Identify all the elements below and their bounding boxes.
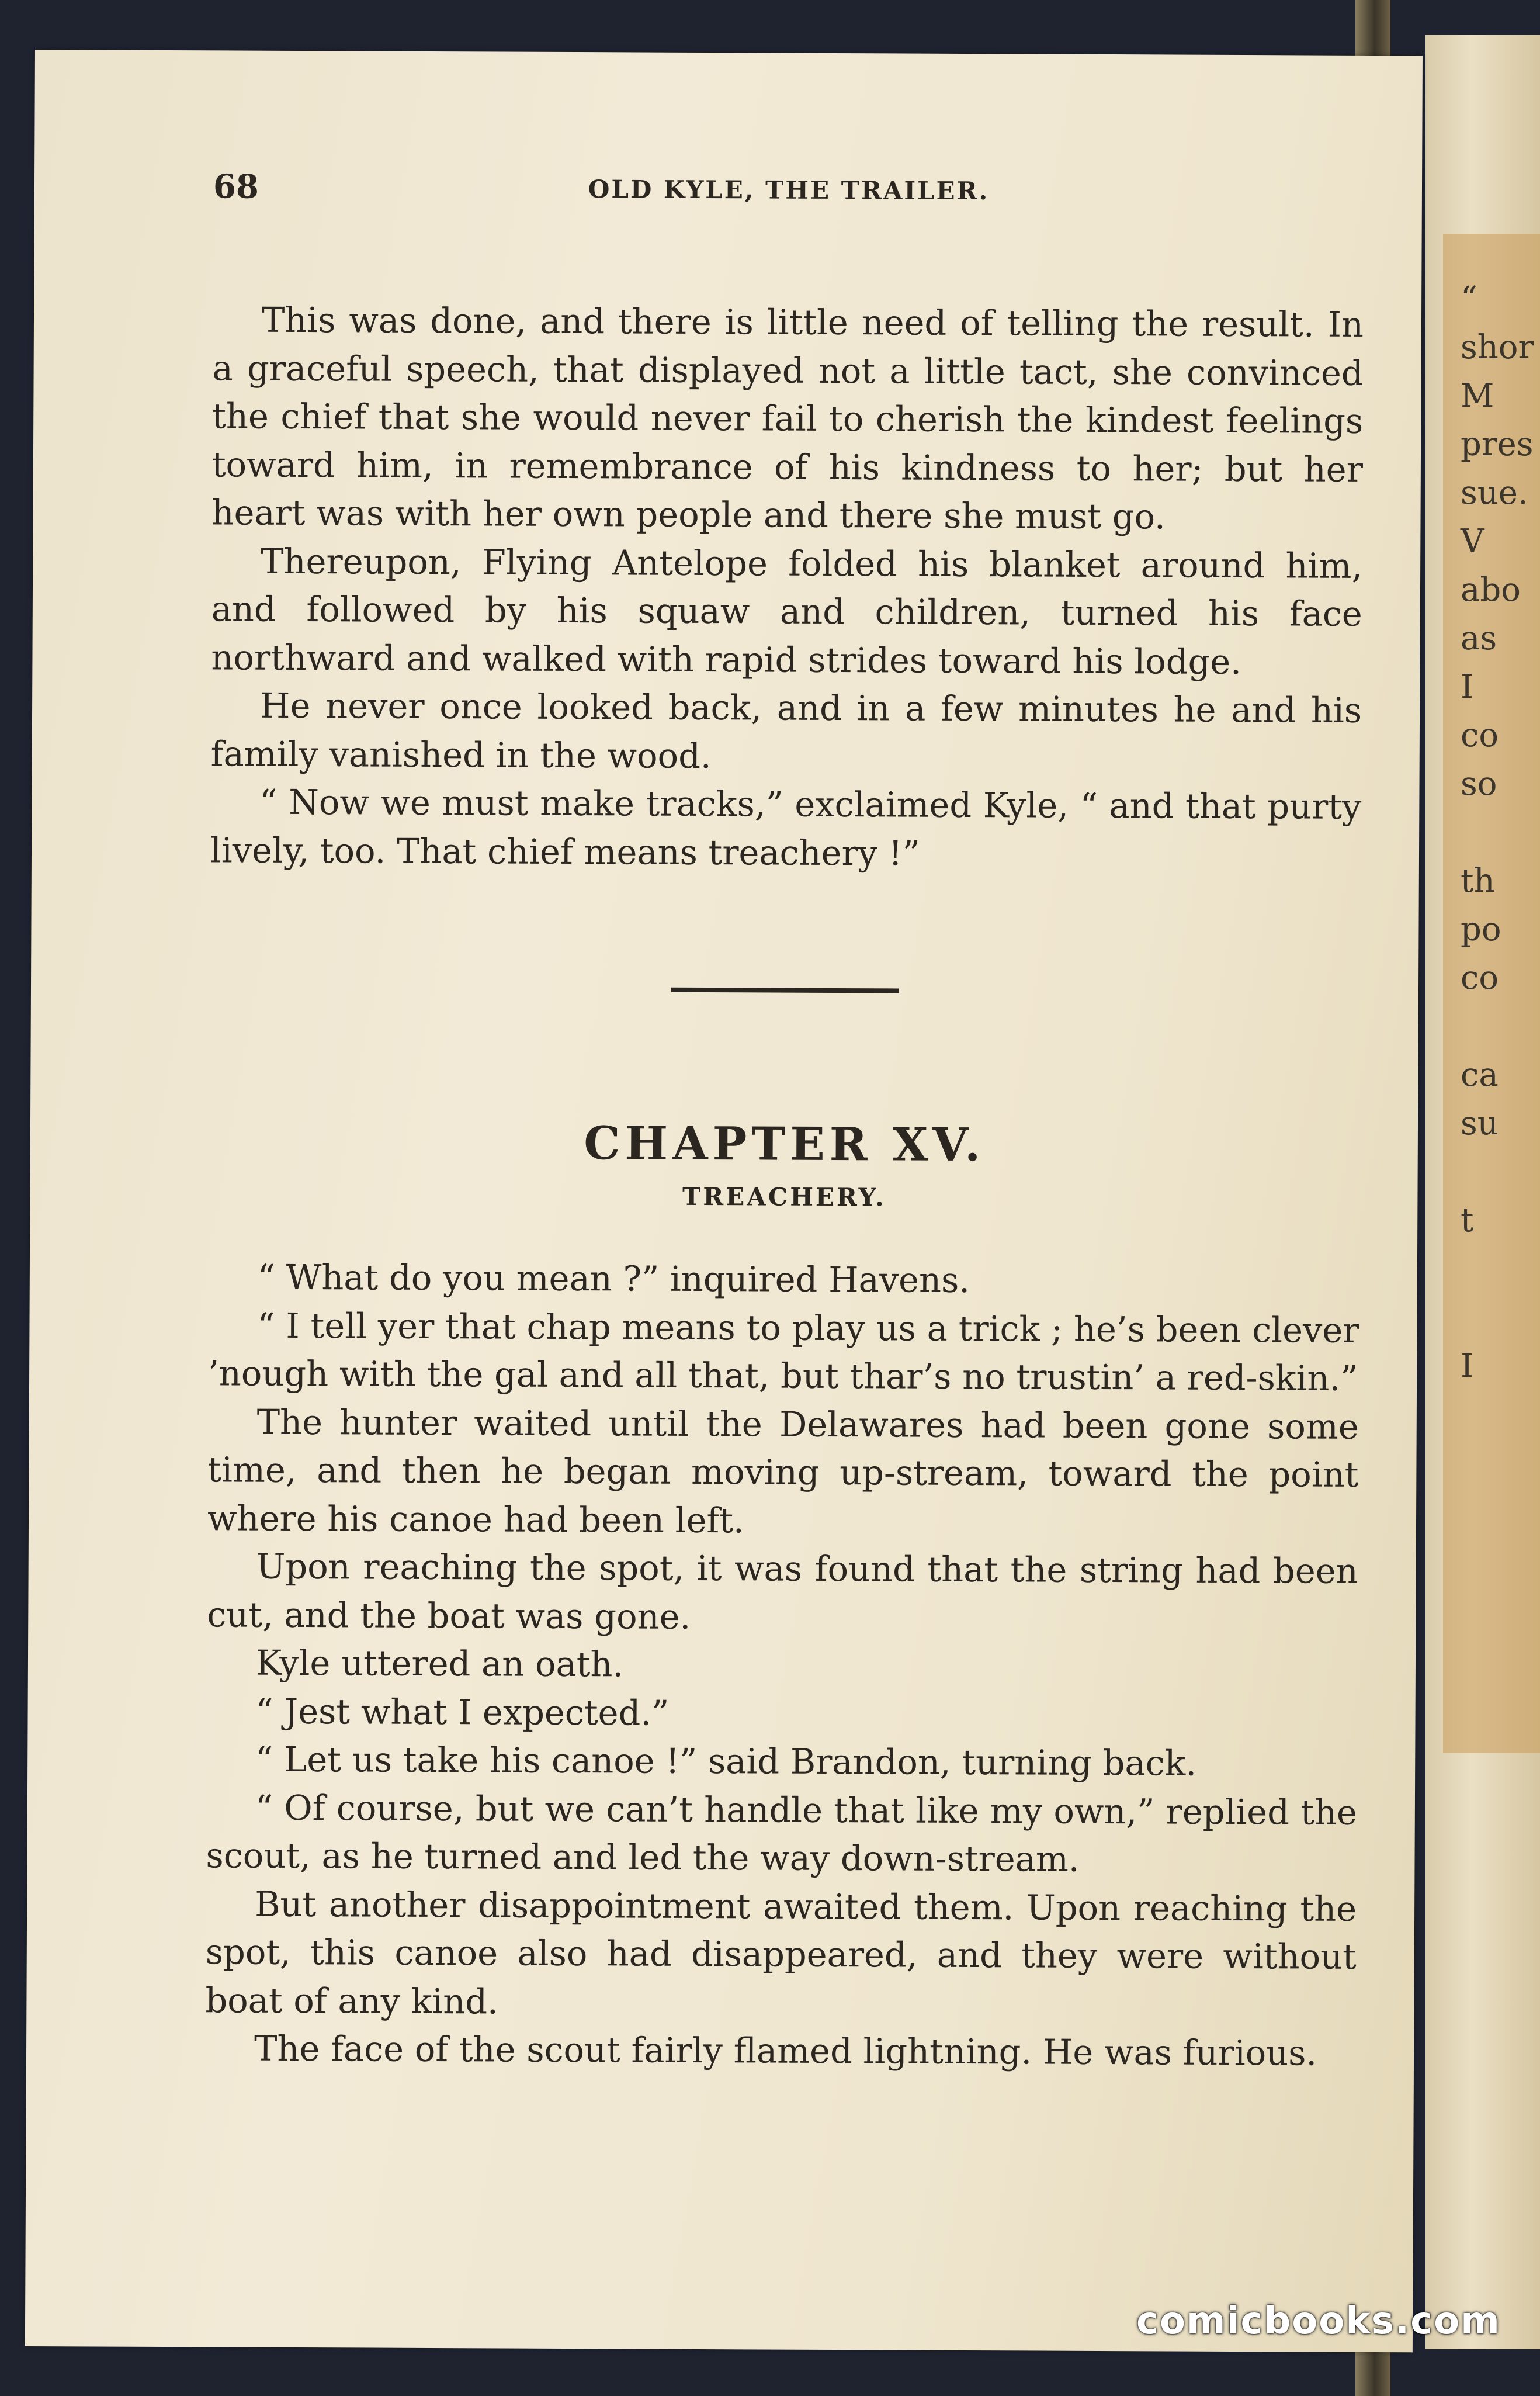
facing-page-fragment: pres [1461, 425, 1534, 463]
facing-page-fragment: su [1461, 1104, 1499, 1142]
paragraph: Upon reaching the spot, it was found that the string had been cut, and the boat was gone. [207, 1546, 1358, 1637]
paragraphs-before-chapter [210, 296, 1364, 880]
paragraph: “ Of course, but we can’t handle that like my own,” replied the scout, as he turned and led the way down-stream. [206, 1787, 1358, 1879]
page-header [213, 167, 1364, 219]
facing-page-fragment: as [1461, 619, 1497, 657]
facing-page-fragment [1461, 1002, 1534, 1051]
paragraph: But another disappointment awaited them. Upon reaching the spot, this canoe also had disappeared, and they were without boat of any kind. [205, 1883, 1357, 2021]
paragraph: Thereupon, Flying Antelope folded his blanket around him, and followed by his squaw and children, turned his face northward and walked with rapid strides toward his lodge. [211, 541, 1363, 682]
facing-page-fragment [1461, 1148, 1534, 1196]
book-page [25, 50, 1423, 2352]
paragraph: “ What do you mean ?” inquired Havens. [257, 1256, 970, 1301]
paragraph: The hunter waited until the Delawares had been gone some time, and then he began moving up-stream, toward the point where his canoe had been left. [207, 1401, 1359, 1540]
facing-page-fragment: po [1461, 910, 1501, 948]
facing-page-text-fragments [1461, 275, 1534, 1390]
facing-page-fragment: M [1461, 377, 1494, 415]
paragraph: “ Now we must make tracks,” exclaimed Kyle, “ and that purty lively, too. That chief means treachery !” [210, 781, 1362, 874]
paragraph: The face of the scout fairly flamed lightning. He was furious. [254, 2028, 1317, 2073]
paragraph: Kyle uttered an oath. [255, 1642, 624, 1685]
facing-page-fragment [1461, 1293, 1534, 1342]
facing-page-fragment: I [1461, 668, 1474, 706]
chapter-title: CHAPTER XV. [584, 1117, 986, 1172]
facing-page-fragment: abo [1461, 571, 1521, 609]
facing-page-fragment: shor [1461, 328, 1534, 366]
facing-page-fragment: I [1461, 1347, 1474, 1385]
paragraph: “ I tell yer that chap means to play us a trick ; he’s been clever ’nough with the gal and all that, but thar’s no trustin’ a red-skin.” [207, 1305, 1359, 1398]
facing-page-fragment: so [1461, 765, 1497, 803]
paragraph: “ Jest what I expected.” [255, 1691, 670, 1733]
page-number: 68 [213, 167, 259, 206]
facing-page-fragment: sue. [1461, 474, 1528, 512]
facing-page-fragment: co [1461, 959, 1499, 997]
paragraph: He never once looked back, and in a few minutes he and his family vanished in the wood. [210, 685, 1362, 776]
facing-page-fragment: V [1461, 522, 1484, 560]
running-head: OLD KYLE, THE TRAILER. [588, 175, 990, 206]
facing-page-fragment: th [1461, 862, 1495, 900]
paragraphs-after-chapter [205, 1253, 1359, 2078]
section-divider-rule [671, 988, 899, 993]
chapter-subtitle: TREACHERY. [682, 1182, 886, 1212]
site-watermark: comicbooks.com [1136, 2300, 1501, 2343]
facing-page-fragment [1461, 808, 1534, 857]
facing-page-fragment: co [1461, 716, 1499, 754]
paragraph: “ Let us take his canoe !” said Brandon, turning back. [255, 1739, 1197, 1784]
page-body [205, 296, 1364, 2078]
facing-page-fragment: t [1461, 1202, 1474, 1239]
facing-page-fragment [1461, 1245, 1534, 1293]
paragraph: This was done, and there is little need of telling the result. In a graceful speech, that displayed not a little tact, she convinced the chief that she would never fail to cherish the kindest feelings toward him, in remembrance of his kindness to her; but her heart was with her own people and there she must go. [211, 299, 1364, 537]
facing-page-fragment: ca [1461, 1056, 1499, 1094]
facing-page-fragment: “ [1461, 280, 1477, 318]
